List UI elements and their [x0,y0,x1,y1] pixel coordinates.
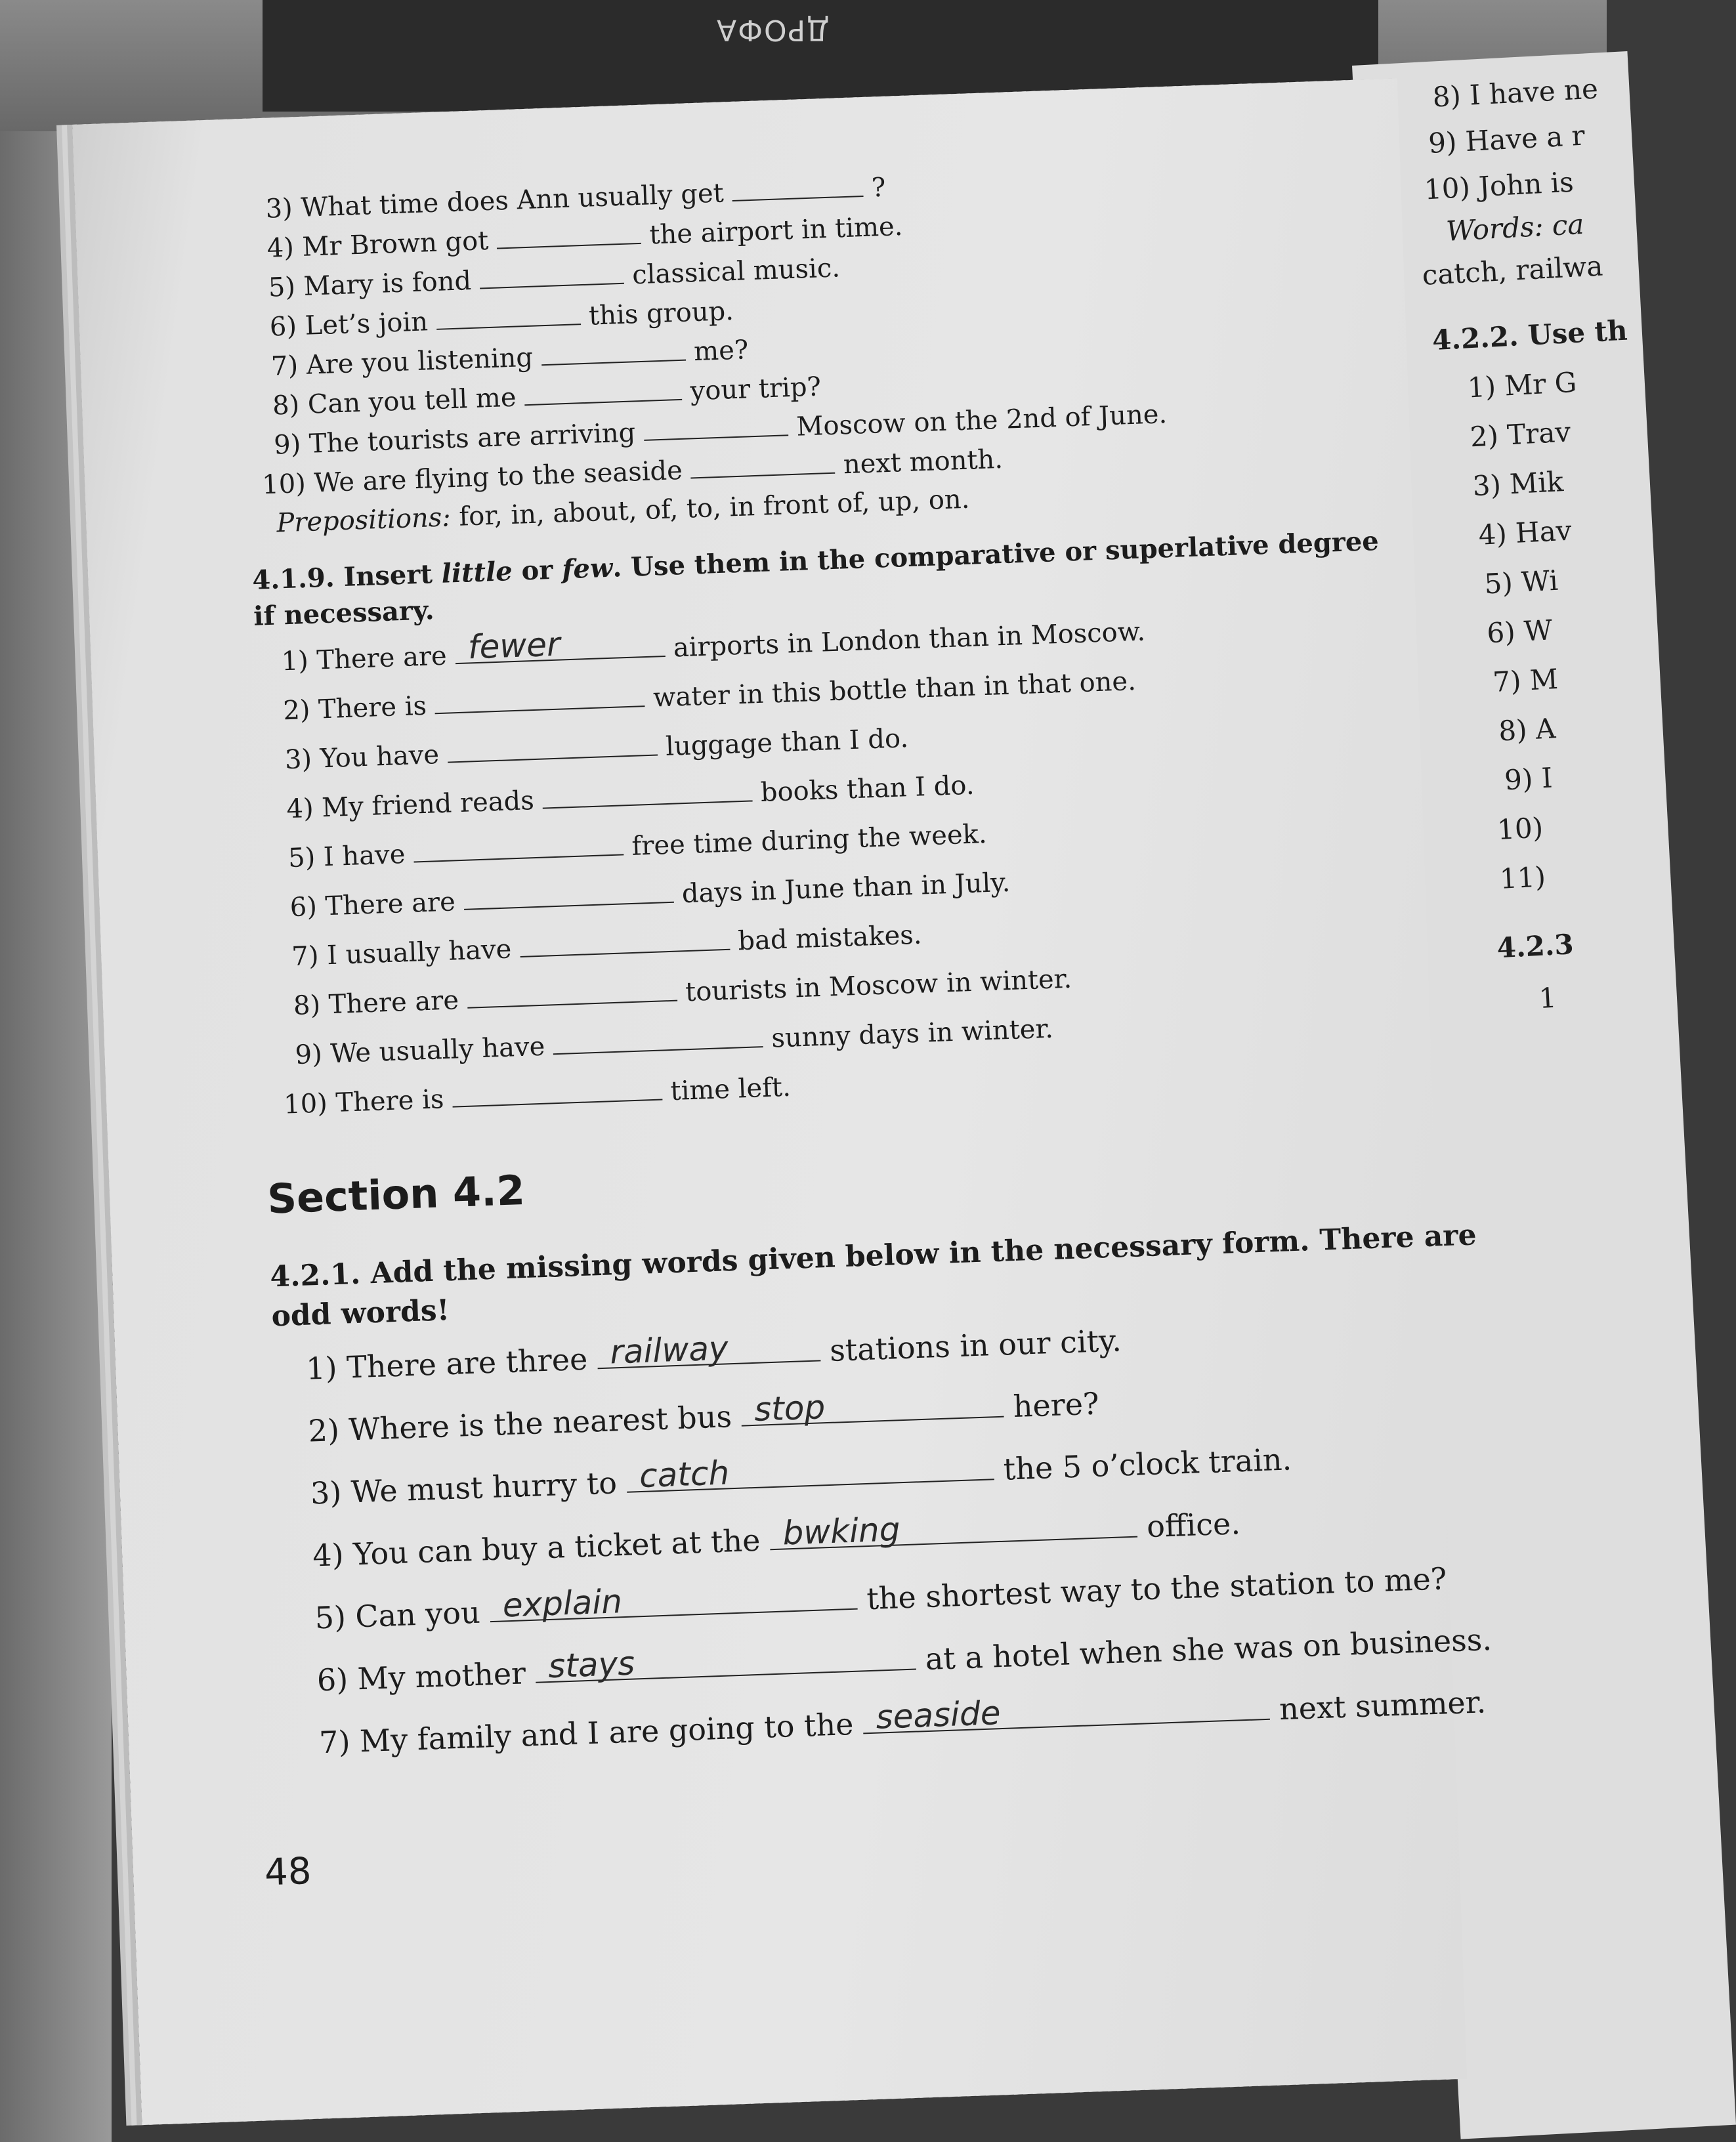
exercise-item: 2) Where is the nearest bus stop here? [307,1385,1100,1449]
handwritten-answer: explain [501,1582,623,1625]
answer-blank[interactable] [479,257,624,289]
right-line: Words: ca [1445,207,1585,247]
section-title: Section 4.2 [266,1166,526,1223]
exercise-item: 4) You can buy a ticket at the bwking office. [312,1505,1241,1574]
exercise-item: 3) You have luggage than I do. [284,723,909,776]
publisher-logo: ДРОФА [715,13,830,47]
exercise-item: 10) We are flying to the seaside next month. [261,444,1004,501]
answer-blank[interactable] [643,408,788,441]
answer-blank[interactable] [769,1510,1137,1551]
right-line: 10) [1496,811,1544,846]
exercise-item: 5) I have free time during the week. [287,819,988,874]
right-line: 3) Mik [1471,465,1565,503]
exercise-item: 6) My mother stays at a hotel when she was on business. [316,1621,1493,1698]
answer-blank[interactable] [626,1452,994,1496]
exercise-item: 3) What time does Ann usually get ? [265,169,886,224]
left-page [72,79,1493,2126]
answer-blank[interactable] [447,728,658,763]
exercise-heading-cont: odd words! [270,1293,450,1334]
handwritten-answer: catch [639,1454,730,1496]
exercise-heading: 4.1.9. Insert little or few. Use them in the comparative or superlative degree [251,525,1380,596]
answer-blank[interactable] [690,446,835,479]
answer-blank[interactable] [519,923,730,957]
right-line: 1) Mr G [1466,366,1578,404]
handwritten-answer: seaside [875,1694,1002,1736]
right-line: 4.2.3 [1496,928,1575,965]
exercise-item: 8) Can you tell me your trip? [272,371,822,421]
right-line: 4.2.2. Use th [1431,314,1628,357]
exercise-item: 1) There are three railway stations in our city. [305,1322,1122,1387]
handwritten-answer: fewer [467,625,561,667]
right-line: 11) [1498,860,1547,895]
exercise-item: 4) My friend reads books than I do. [286,770,975,825]
right-line: 2) Trav [1469,415,1572,453]
answer-blank[interactable] [467,974,677,1009]
prepositions-list: Prepositions: for, in, about, of, to, in front of, up, on. [276,484,971,539]
answer-blank[interactable] [454,625,665,667]
handwritten-answer: stays [547,1644,636,1686]
right-line: 1 [1538,981,1557,1015]
right-line: catch, railwa [1421,249,1604,291]
answer-blank[interactable] [535,1643,916,1686]
answer-blank[interactable] [541,333,686,366]
exercise-item: 7) Are you listening me? [270,331,749,381]
exercise-item: 6) There are days in June than in July. [289,867,1011,923]
exercise-item: 9) We usually have sunny days in winter. [294,1013,1054,1070]
exercise-item: 7) My family and I are going to the seaside next summer. [318,1684,1487,1761]
right-line: 4) Hav [1477,514,1573,551]
exercise-item: 4) Mr Brown got the airport in time. [266,211,904,264]
exercise-heading: 4.2.1. Add the missing words given below in the necessary form. There are [269,1218,1477,1294]
exercise-item: 6) Let’s join this group. [269,296,734,343]
exercise-item: 2) There is water in this bottle than in that one. [282,665,1137,726]
answer-blank[interactable] [862,1692,1270,1734]
answer-blank[interactable] [524,373,682,406]
right-line: 6) W [1486,614,1554,650]
right-line: 9) Have a r [1428,119,1586,160]
page-number: 48 [264,1849,312,1895]
answer-blank[interactable] [489,1582,857,1623]
right-line: 8) A [1498,712,1557,747]
answer-blank[interactable] [496,217,641,249]
exercise-item: 7) I usually have bad mistakes. [291,919,923,973]
answer-blank[interactable] [463,875,673,910]
answer-blank[interactable] [553,1020,763,1055]
exercise-item: 5) Can you explain the shortest way to the station to me? [314,1561,1448,1636]
exercise-item: 10) There is time left. [283,1072,792,1120]
handwritten-answer: railway [609,1329,729,1372]
exercise-item: 1) There are fewer airports in London than in Moscow. [280,616,1146,677]
exercise-item: 9) The tourists are arriving Moscow on the 2nd of June. [273,399,1168,461]
exercise-item: 5) Mary is fond classical music. [268,253,841,303]
answer-blank[interactable] [413,828,624,862]
handwritten-answer: bwking [782,1510,901,1553]
right-line: 5) Wi [1483,564,1559,600]
right-line: 8) I have ne [1431,72,1599,114]
handwritten-answer: stop [753,1388,826,1429]
answer-blank[interactable] [452,1073,662,1108]
right-line: 9) I [1504,761,1554,797]
answer-blank[interactable] [436,297,581,330]
answer-blank[interactable] [731,169,863,201]
answer-blank[interactable] [434,679,645,714]
right-line: 10) John is [1423,165,1575,206]
exercise-item: 3) We must hurry to catch the 5 o’clock train. [310,1441,1292,1511]
answer-blank[interactable] [541,774,752,808]
right-line: 7) M [1492,662,1559,699]
exercise-item: 8) There are tourists in Moscow in winter. [293,963,1072,1022]
answer-blank[interactable] [597,1329,820,1372]
answer-blank[interactable] [741,1390,1004,1427]
exercise-heading-cont: if necessary. [253,595,435,632]
